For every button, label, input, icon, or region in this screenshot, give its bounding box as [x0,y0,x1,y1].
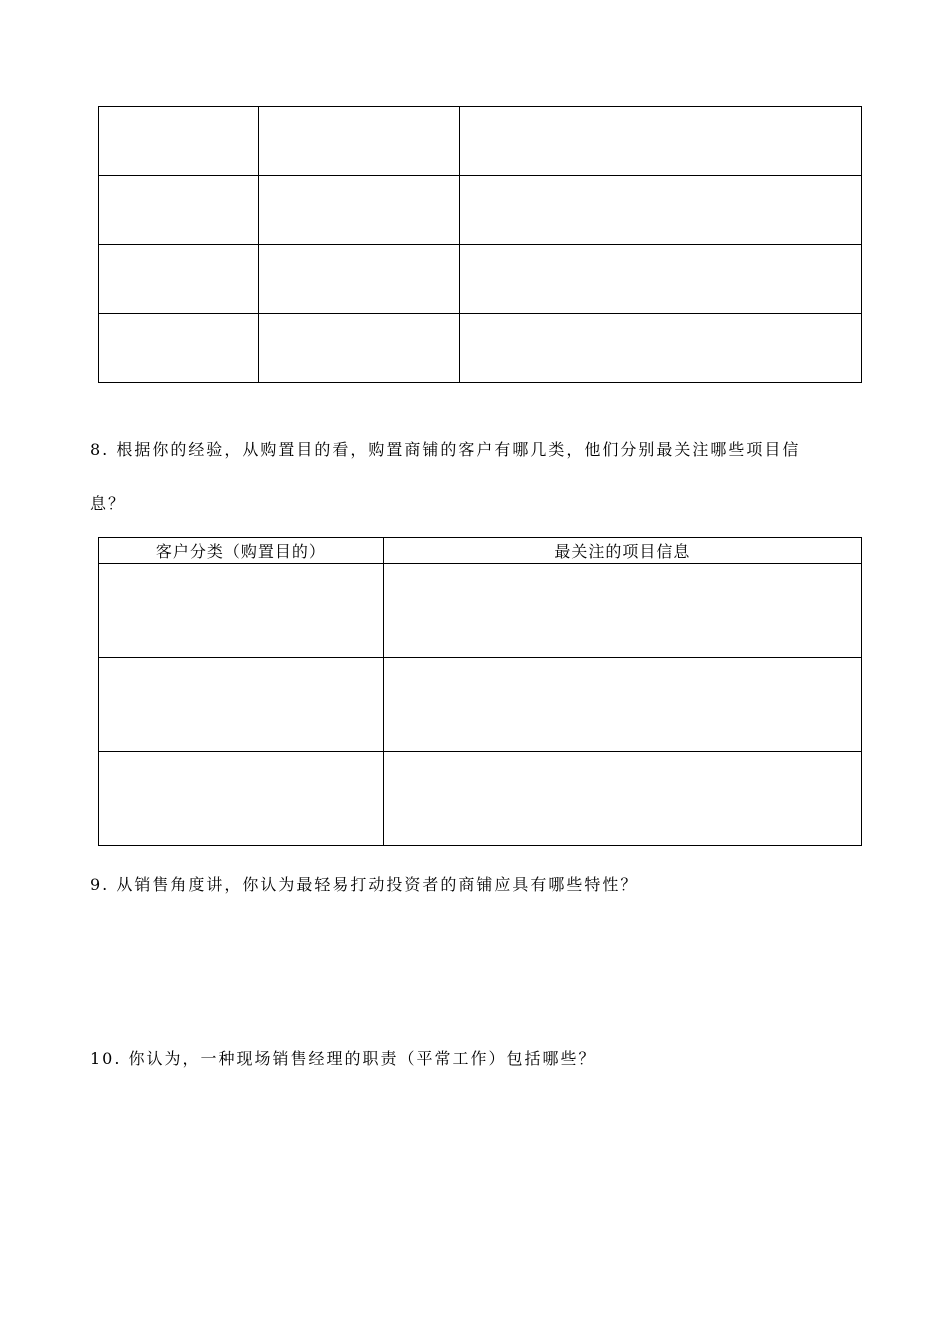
table-cell[interactable] [383,658,861,752]
table-row [99,752,862,846]
table-row [99,245,862,314]
table-cell[interactable] [99,658,384,752]
table-cell [459,176,861,245]
table-cell[interactable] [383,752,861,846]
table-cell[interactable] [99,752,384,846]
table-cell[interactable] [99,564,384,658]
blank-table-top [98,106,862,383]
table-row [99,176,862,245]
customer-category-table [98,537,862,846]
table-row [99,314,862,383]
table-row [99,107,862,176]
table-cell [258,176,459,245]
table-cell [99,245,259,314]
table-row [99,658,862,752]
table-cell[interactable] [383,564,861,658]
table-row [99,564,862,658]
question-8-text: 8. 根据你的经验，从购置目的看，购置商铺的客户有哪几类，他们分别最关注哪些项目信 [90,440,801,459]
table-cell [459,245,861,314]
table-cell [258,245,459,314]
column-header-customer-category: 客户分类（购置目的） [99,538,384,564]
table-cell [99,314,259,383]
table-cell [459,314,861,383]
question-8-text-continued: 息？ [90,494,127,513]
table-cell [99,107,259,176]
table-header-row [99,538,862,564]
table-cell [258,107,459,176]
question-9-text: 9. 从销售角度讲，你认为最轻易打动投资者的商铺应具有哪些特性？ [90,875,639,894]
column-header-project-info: 最关注的项目信息 [383,538,861,564]
table-cell [258,314,459,383]
question-10-text: 10. 你认为，一种现场销售经理的职责（平常工作）包括哪些？ [90,1049,597,1068]
table-cell [99,176,259,245]
table-cell [459,107,861,176]
